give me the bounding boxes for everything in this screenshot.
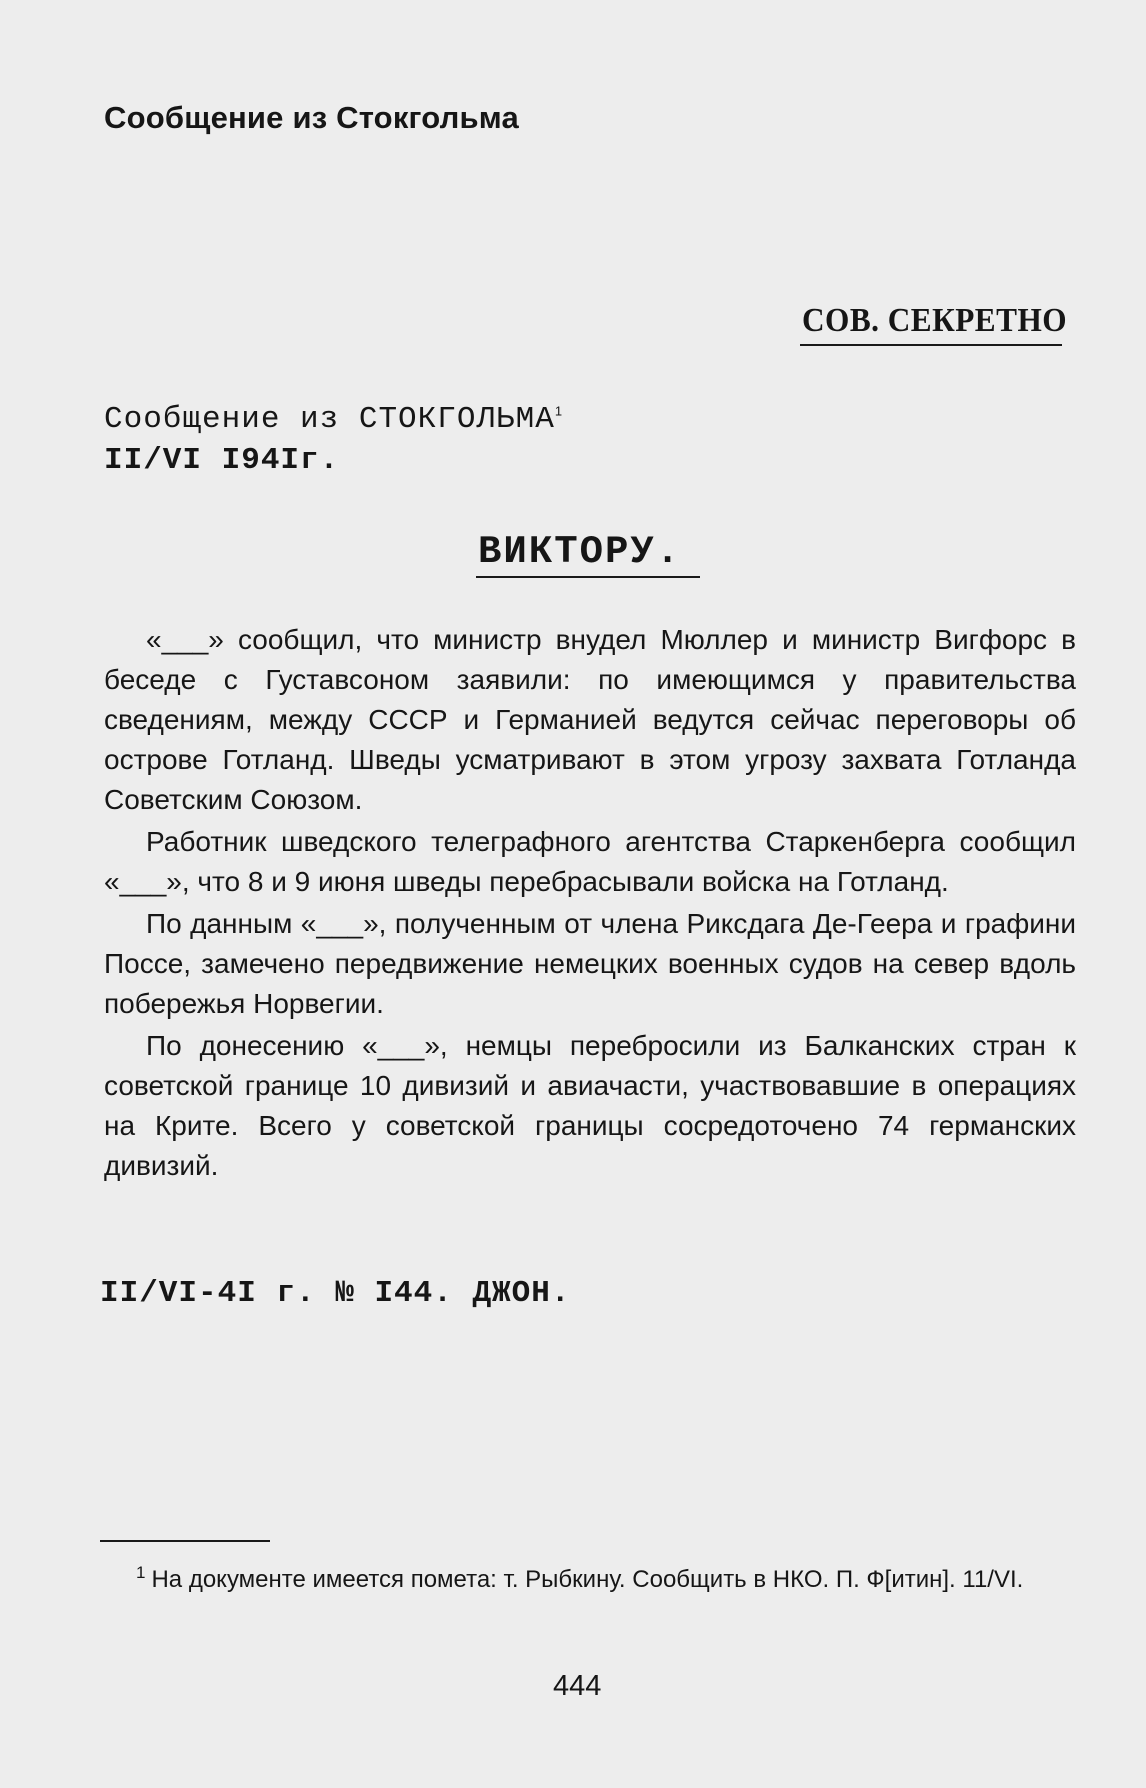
- document-heading-text: Сообщение из СТОКГОЛЬМА: [104, 402, 555, 437]
- footnote-divider: [100, 1540, 270, 1542]
- paragraph: «___» сообщил, что министр внудел Мюллер и министр Вигфорс в беседе с Густавсоном заявили: по имеющимся у правительства сведениям, между СССР и Германией ведутся сейчас переговоры об острове Готланд. Шведы усматривают в этом угрозу захвата Готланда Советским Союзом.: [104, 624, 1076, 815]
- section-title: Сообщение из Стокгольма: [104, 100, 519, 135]
- document-date: II/VI I94Iг.: [104, 443, 340, 478]
- document-heading: [104, 402, 562, 437]
- paragraph: По донесению «___», немцы перебросили из Балканских стран к советской границе 10 дивизий и авиачасти, участвовавшие в операциях на Крите. Всего у советской границы сосредоточено 74 германских дивизий.: [104, 1030, 1076, 1181]
- footnote-number: 1: [136, 1563, 146, 1582]
- signature-line: II/VI-4I г. № I44. ДЖОН.: [100, 1276, 571, 1311]
- addressee: ВИКТОРУ.: [478, 530, 682, 574]
- addressee-underline: [476, 576, 700, 578]
- message-body: [104, 620, 1076, 1188]
- footnote: [100, 1553, 1074, 1599]
- paragraph: Работник шведского телеграфного агентства Старкенберга сообщил «___», что 8 и 9 июня шведы перебрасывали войска на Готланд.: [104, 826, 1076, 897]
- secrecy-stamp: СОВ. СЕКРЕТНО: [802, 302, 1068, 339]
- footnote-reference: 1: [554, 403, 563, 419]
- page-number: 444: [553, 1670, 602, 1702]
- stamp-underline: [800, 344, 1062, 346]
- footnote-text: На документе имеется помета: т. Рыбкину. Сообщить в НКО. П. Ф[итин]. 11/VI.: [151, 1566, 1024, 1593]
- paragraph: По данным «___», полученным от члена Риксдага Де-Геера и графини Поссе, замечено передвижение немецких военных судов на север вдоль побережья Норвегии.: [104, 908, 1076, 1019]
